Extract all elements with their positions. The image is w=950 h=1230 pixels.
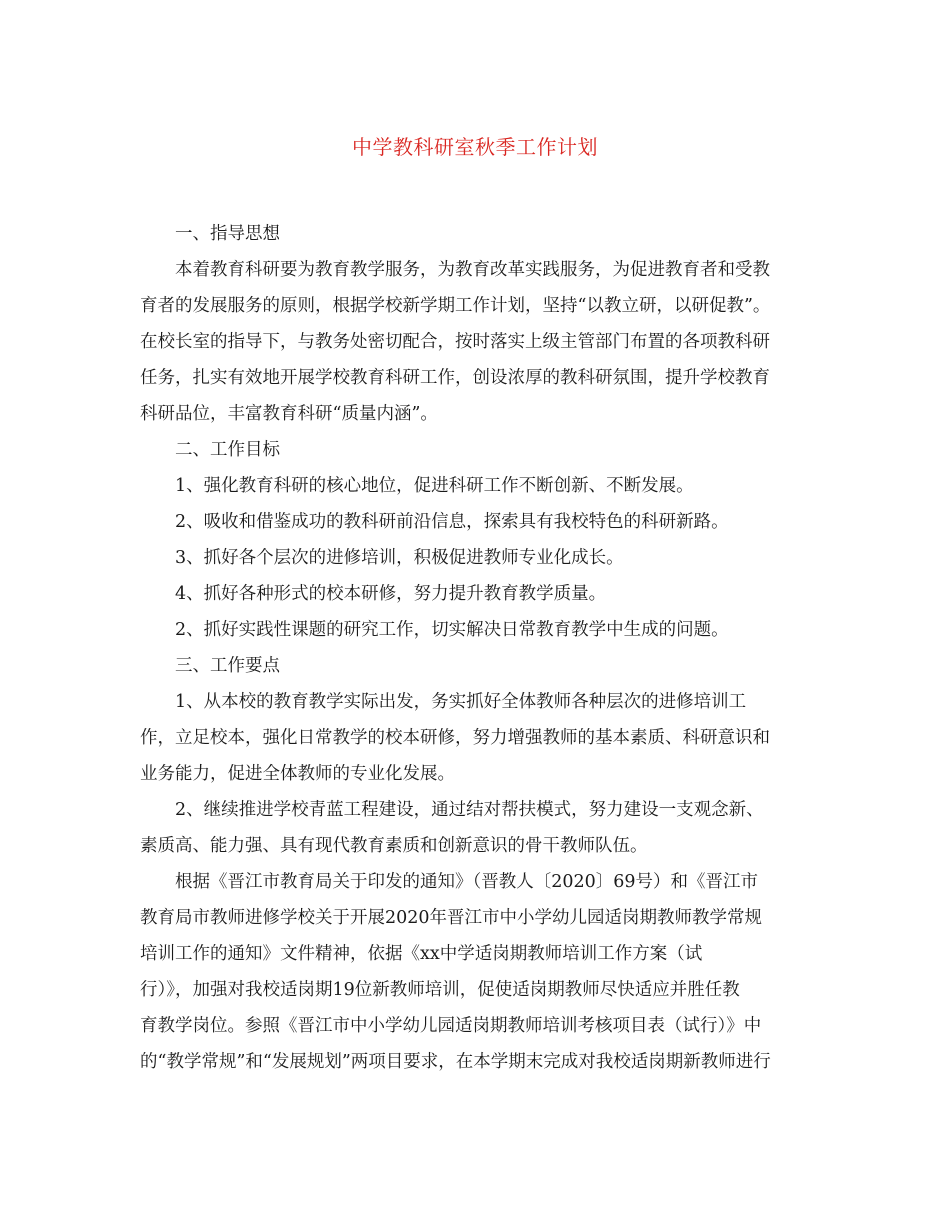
paragraph-line: 一、指导思想: [175, 224, 280, 244]
paragraph-line: 在校长室的指导下，与教务处密切配合，按时落实上级主管部门布置的各项教科研: [140, 332, 770, 352]
paragraph-line: 二、工作目标: [175, 440, 280, 460]
paragraph-line: 育教学岗位。参照《晋江市中小学幼儿园适岗期教师培训考核项目表（试行）》中: [140, 1016, 762, 1036]
paragraph-line: 1、从本校的教育教学实际出发，务实抓好全体教师各种层次的进修培训工: [175, 692, 747, 712]
document-title: 中学教科研室秋季工作计划: [352, 135, 598, 159]
paragraph-line: 素质高、能力强、具有现代教育素质和创新意识的骨干教师队伍。: [140, 836, 648, 856]
paragraph-line: 育者的发展服务的原则，根据学校新学期工作计划，坚持“以教立研，以研促教”。: [140, 296, 771, 316]
paragraph-line: 2、抓好实践性课题的研究工作，切实解决日常教育教学中生成的问题。: [175, 620, 729, 640]
document-body: [140, 218, 812, 1082]
paragraph-line: 科研品位，丰富教育科研“质量内涵”。: [140, 404, 438, 424]
paragraph-line: 1、强化教育科研的核心地位，促进科研工作不断创新、不断发展。: [175, 476, 694, 496]
paragraph-line: 本着教育科研要为教育教学服务，为教育改革实践服务，为促进教育者和受教: [175, 260, 770, 280]
paragraph-line: 培训工作的通知》文件精神，依据《xx中学适岗期教师培训工作方案（试: [140, 944, 703, 964]
paragraph-line: 4、抓好各种形式的校本研修，努力提升教育教学质量。: [175, 584, 607, 604]
paragraph-line: 的“教学常规”和“发展规划”两项目要求，在本学期末完成对我校适岗期新教师进行: [140, 1052, 771, 1072]
paragraph-line: 2、继续推进学校青蓝工程建设，通过结对帮扶模式，努力建设一支观念新、: [175, 800, 764, 820]
paragraph-line: 2、吸收和借鉴成功的教科研前沿信息，探索具有我校特色的科研新路。: [175, 512, 729, 532]
paragraph-line: 任务，扎实有效地开展学校教育科研工作，创设浓厚的教科研氛围，提升学校教育: [140, 368, 770, 388]
paragraph-line: 行）》，加强对我校适岗期19位新教师培训，促使适岗期教师尽快适应并胜任教: [140, 980, 740, 1000]
paragraph-line: 根据《晋江市教育局关于印发的通知》（晋教人〔2020〕69号）和《晋江市: [175, 872, 759, 892]
paragraph-line: 三、工作要点: [175, 656, 280, 676]
paragraph-line: 3、抓好各个层次的进修培训，积极促进教师专业化成长。: [175, 548, 624, 568]
paragraph-line: 作，立足校本，强化日常教学的校本研修，努力增强教师的基本素质、科研意识和: [140, 728, 770, 748]
paragraph-line: 业务能力，促进全体教师的专业化发展。: [140, 764, 455, 784]
paragraph-line: 教育局市教师进修学校关于开展2020年晋江市中小学幼儿园适岗期教师教学常规: [140, 908, 763, 928]
